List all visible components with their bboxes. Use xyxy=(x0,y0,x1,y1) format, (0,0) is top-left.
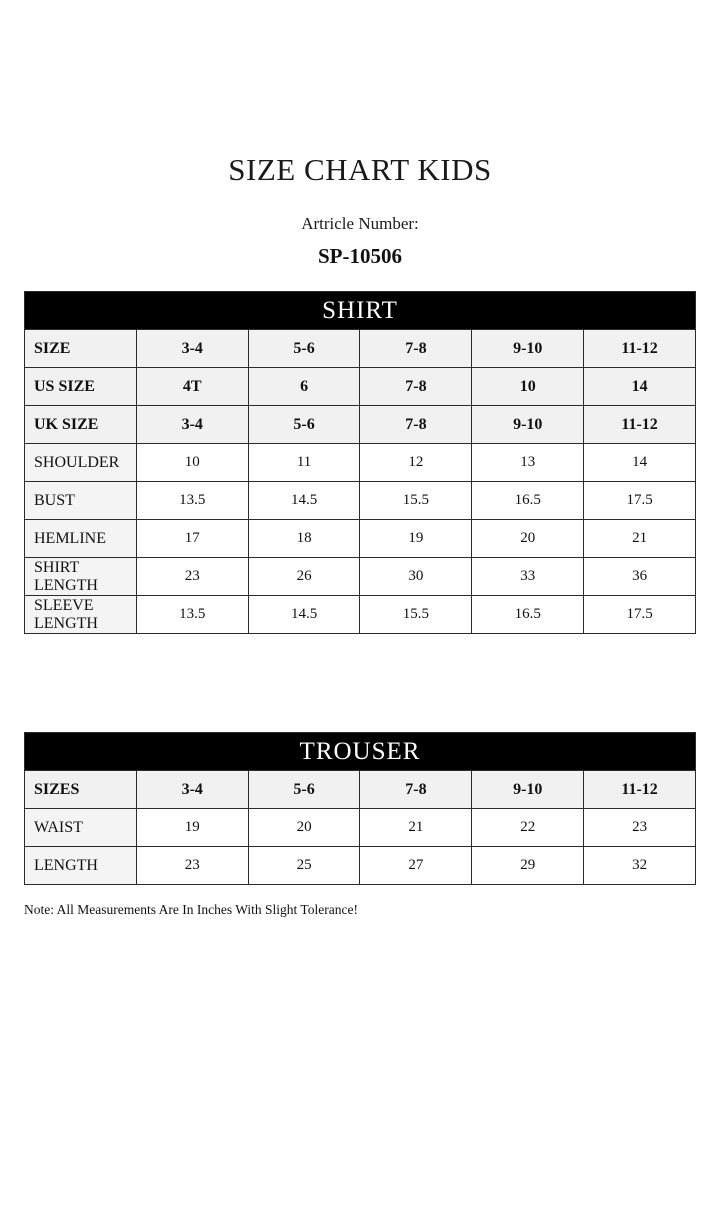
trouser-header-value: 3-4 xyxy=(136,771,248,809)
row-value: 15.5 xyxy=(360,596,472,634)
row-value: 16.5 xyxy=(472,596,584,634)
row-value: 17.5 xyxy=(584,482,696,520)
row-value: 5-6 xyxy=(248,406,360,444)
table-row xyxy=(25,368,696,406)
row-label: BUST xyxy=(25,482,137,520)
trouser-band-row xyxy=(25,733,696,771)
row-value: 23 xyxy=(136,558,248,596)
row-value: 7-8 xyxy=(360,368,472,406)
row-label: SHOULDER xyxy=(25,444,137,482)
row-value: 25 xyxy=(248,847,360,885)
table-row xyxy=(25,809,696,847)
table-row xyxy=(25,847,696,885)
measurement-note: Note: All Measurements Are In Inches With Slight Tolerance! xyxy=(24,902,358,917)
row-value: 23 xyxy=(136,847,248,885)
row-value: 11 xyxy=(248,444,360,482)
row-value: 18 xyxy=(248,520,360,558)
table-row xyxy=(25,596,696,634)
page-title: SIZE CHART KIDS xyxy=(228,152,492,187)
trouser-header-value: 9-10 xyxy=(472,771,584,809)
row-value: 14.5 xyxy=(248,596,360,634)
row-value: 12 xyxy=(360,444,472,482)
row-value: 16.5 xyxy=(472,482,584,520)
row-value: 21 xyxy=(584,520,696,558)
size-chart-page xyxy=(0,152,720,1232)
trouser-band-label: TROUSER xyxy=(25,733,696,771)
row-value: 11-12 xyxy=(584,406,696,444)
row-label: US SIZE xyxy=(25,368,137,406)
table-row xyxy=(25,520,696,558)
row-value: 10 xyxy=(472,368,584,406)
row-value: 33 xyxy=(472,558,584,596)
shirt-band-row xyxy=(25,292,696,330)
shirt-header-value: 9-10 xyxy=(472,330,584,368)
shirt-table-section xyxy=(24,291,696,634)
shirt-header-value: 3-4 xyxy=(136,330,248,368)
trouser-size-table xyxy=(24,732,696,885)
row-value: 14.5 xyxy=(248,482,360,520)
row-value: 14 xyxy=(584,444,696,482)
row-value: 7-8 xyxy=(360,406,472,444)
shirt-header-label: SIZE xyxy=(25,330,137,368)
shirt-header-value: 7-8 xyxy=(360,330,472,368)
row-value: 19 xyxy=(136,809,248,847)
shirt-header-value: 11-12 xyxy=(584,330,696,368)
article-number-label: Artricle Number: xyxy=(301,214,419,233)
row-label: SLEEVE LENGTH xyxy=(25,596,137,634)
row-value: 9-10 xyxy=(472,406,584,444)
table-row xyxy=(25,482,696,520)
shirt-band-label: SHIRT xyxy=(25,292,696,330)
row-value: 20 xyxy=(248,809,360,847)
trouser-table-section xyxy=(24,732,696,885)
shirt-header-row xyxy=(25,330,696,368)
row-value: 17.5 xyxy=(584,596,696,634)
row-value: 13.5 xyxy=(136,596,248,634)
trouser-header-row xyxy=(25,771,696,809)
row-value: 13.5 xyxy=(136,482,248,520)
trouser-header-value: 5-6 xyxy=(248,771,360,809)
row-value: 29 xyxy=(472,847,584,885)
row-label: WAIST xyxy=(25,809,137,847)
row-value: 15.5 xyxy=(360,482,472,520)
article-number-value: SP-10506 xyxy=(318,244,402,268)
row-value: 14 xyxy=(584,368,696,406)
row-value: 3-4 xyxy=(136,406,248,444)
table-row xyxy=(25,406,696,444)
row-value: 30 xyxy=(360,558,472,596)
row-value: 10 xyxy=(136,444,248,482)
row-value: 26 xyxy=(248,558,360,596)
trouser-header-label: SIZES xyxy=(25,771,137,809)
row-value: 22 xyxy=(472,809,584,847)
row-label: UK SIZE xyxy=(25,406,137,444)
table-row xyxy=(25,558,696,596)
row-value: 32 xyxy=(584,847,696,885)
row-value: 17 xyxy=(136,520,248,558)
row-value: 13 xyxy=(472,444,584,482)
table-row xyxy=(25,444,696,482)
shirt-size-table xyxy=(24,291,696,634)
row-value: 19 xyxy=(360,520,472,558)
row-value: 36 xyxy=(584,558,696,596)
row-value: 23 xyxy=(584,809,696,847)
row-value: 27 xyxy=(360,847,472,885)
row-value: 20 xyxy=(472,520,584,558)
row-value: 6 xyxy=(248,368,360,406)
trouser-header-value: 7-8 xyxy=(360,771,472,809)
shirt-header-value: 5-6 xyxy=(248,330,360,368)
row-value: 21 xyxy=(360,809,472,847)
row-label: SHIRT LENGTH xyxy=(25,558,137,596)
trouser-header-value: 11-12 xyxy=(584,771,696,809)
row-value: 4T xyxy=(136,368,248,406)
row-label: HEMLINE xyxy=(25,520,137,558)
row-label: LENGTH xyxy=(25,847,137,885)
